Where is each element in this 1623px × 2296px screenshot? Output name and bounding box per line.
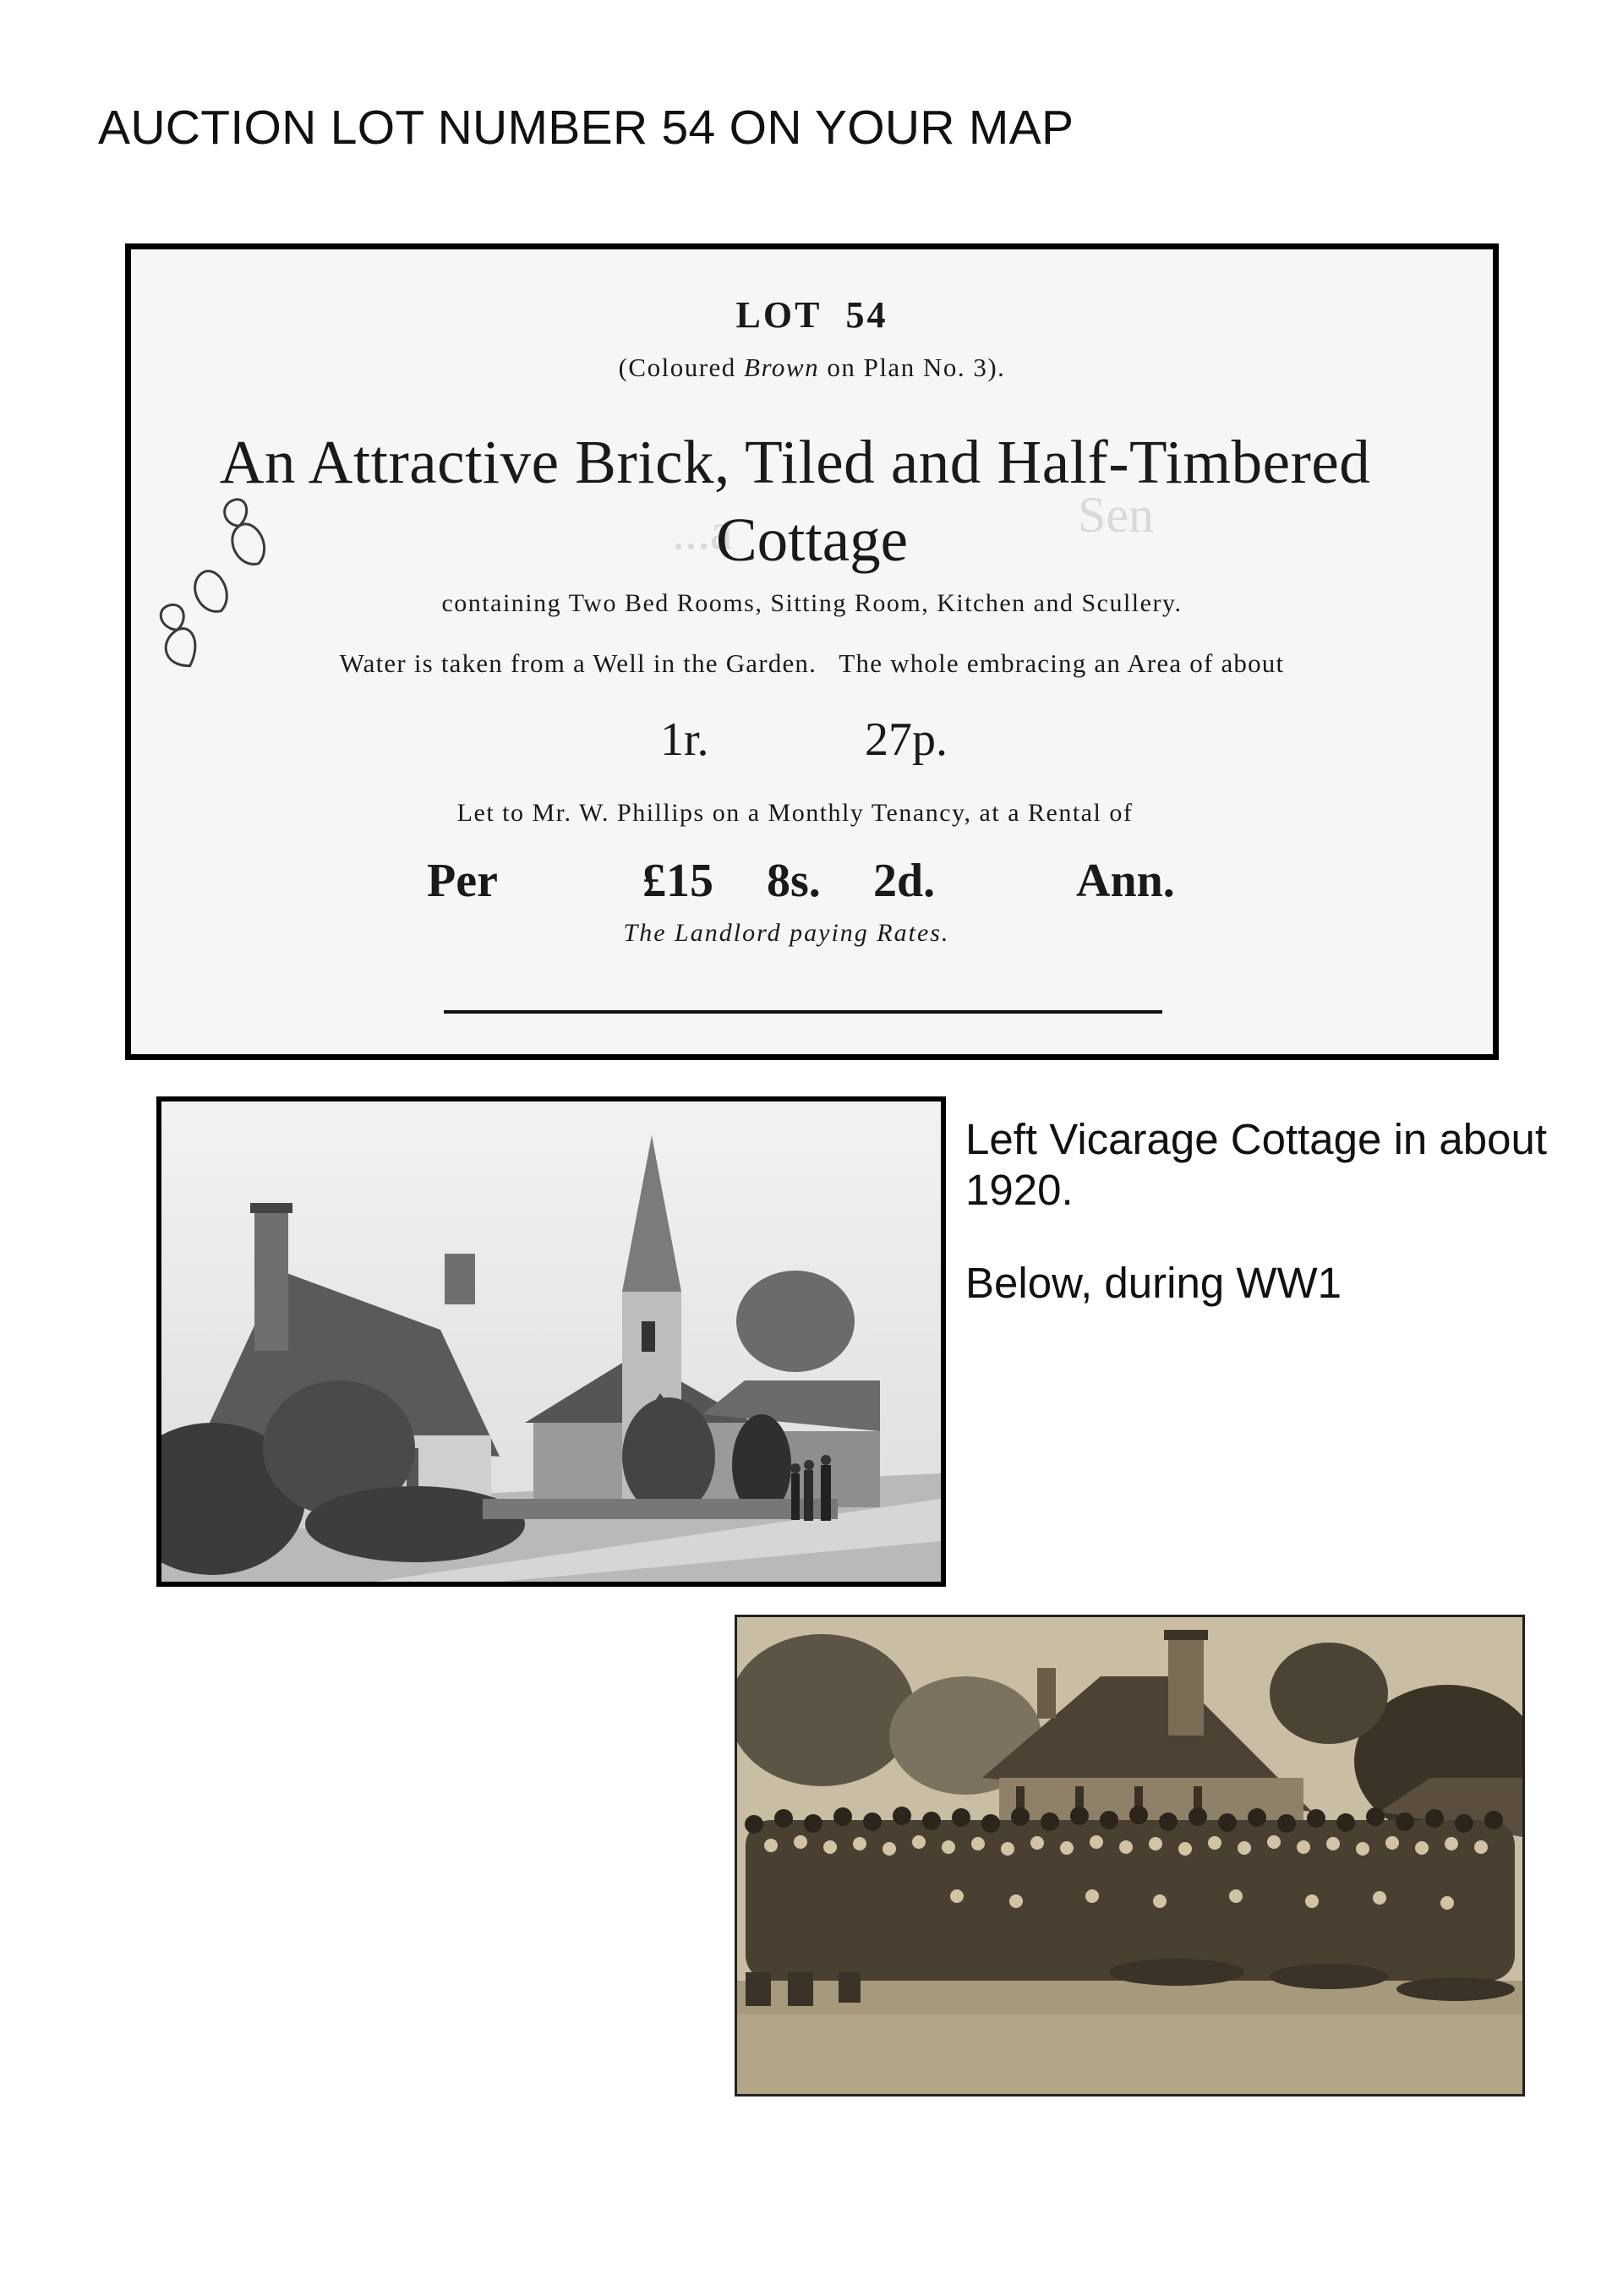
vicarage-cottage-image [161,1102,941,1582]
landlord-note: The Landlord paying Rates. [623,919,950,947]
lot-heading [131,293,1493,336]
rent-pounds: £15 [642,855,713,907]
ww1-soldiers-image [737,1617,1522,2094]
lot-label: LOT [735,294,822,336]
divider-rule [444,1010,1162,1014]
rooms-description: containing Two Bed Rooms, Sitting Room, Kitchen and Scullery. [441,589,1183,617]
rent-ann: Ann. [1076,855,1175,907]
notice-headline-cottage: Cottage [715,506,909,574]
area-roods: 1r. [660,713,709,766]
plan-reference [131,353,1493,383]
plan-reference-prefix: (Coloured [618,353,736,382]
page-title: AUCTION LOT NUMBER 54 ON YOUR MAP [98,101,1074,155]
water-description: Water is taken from a Well in the Garden. The whole embracing an Area of about [339,648,1285,678]
bleed-through-text: ...a [672,504,733,560]
rent-pence: 2d. [873,855,936,907]
notice-headline: An Attractive Brick, Tiled and Half-Timbered [219,428,1371,496]
caption-ww1: Below, during WW1 [965,1259,1342,1307]
ww1-soldiers-photo [735,1615,1525,2096]
caption-vicarage: Left Vicarage Cottage in about 1920. [965,1115,1548,1214]
rent-per: Per [427,855,498,907]
handwritten-annotation [145,486,271,681]
rent-shillings: 8s. [767,855,821,907]
vicarage-cottage-photo [156,1096,946,1587]
plan-reference-suffix: on Plan No. 3). [827,353,1006,382]
area-perches: 27p. [865,713,948,766]
lot-number: 54 [845,294,888,336]
auction-notice [125,243,1499,1060]
bleed-through-text: Sen [1078,487,1154,543]
tenancy-description: Let to Mr. W. Phillips on a Monthly Tenancy, at a Rental of [456,799,1134,827]
plan-colour: Brown [744,353,820,382]
